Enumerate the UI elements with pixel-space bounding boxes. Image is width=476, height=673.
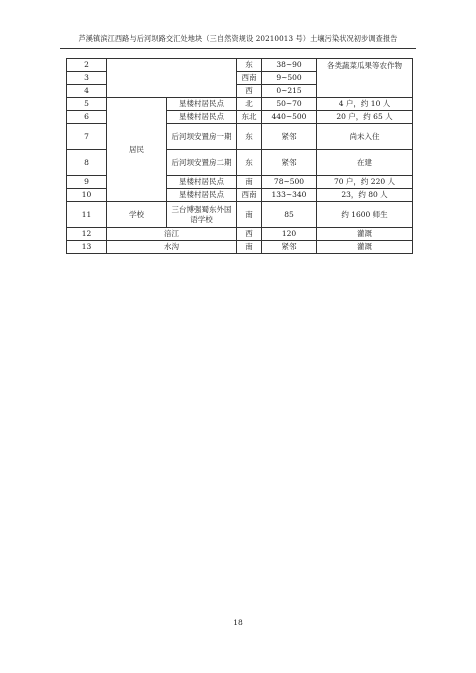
row-number: 7 bbox=[67, 124, 107, 150]
note-cell: 20 户，约 65 人 bbox=[317, 111, 413, 124]
distance-cell: 0~215 bbox=[262, 85, 317, 98]
category-cell-blank bbox=[107, 59, 237, 98]
distance-cell: 紧邻 bbox=[262, 150, 317, 176]
direction-cell: 西南 bbox=[237, 189, 262, 202]
row-number: 2 bbox=[67, 59, 107, 72]
direction-cell: 东 bbox=[237, 59, 262, 72]
distance-cell: 38~90 bbox=[262, 59, 317, 72]
note-cell: 23，约 80 人 bbox=[317, 189, 413, 202]
row-number: 13 bbox=[67, 241, 107, 254]
direction-cell: 南 bbox=[237, 176, 262, 189]
direction-cell: 东 bbox=[237, 150, 262, 176]
name-cell: 三台博强蜀东外国语学校 bbox=[167, 202, 237, 228]
distance-cell: 133~340 bbox=[262, 189, 317, 202]
name-cell: 星楼村居民点 bbox=[167, 176, 237, 189]
row-number: 12 bbox=[67, 228, 107, 241]
table-row bbox=[67, 241, 413, 254]
direction-cell: 西 bbox=[237, 85, 262, 98]
distance-cell: 9~500 bbox=[262, 72, 317, 85]
note-cell: 灌溉 bbox=[317, 241, 413, 254]
row-number: 9 bbox=[67, 176, 107, 189]
name-cell: 涪江 bbox=[107, 228, 237, 241]
note-cell: 灌溉 bbox=[317, 228, 413, 241]
row-number: 8 bbox=[67, 150, 107, 176]
table-row bbox=[67, 202, 413, 228]
direction-cell: 西南 bbox=[237, 72, 262, 85]
distance-cell: 85 bbox=[262, 202, 317, 228]
direction-cell: 南 bbox=[237, 202, 262, 228]
direction-cell: 西 bbox=[237, 228, 262, 241]
header-divider bbox=[60, 48, 416, 49]
table-row bbox=[67, 59, 413, 72]
direction-cell: 北 bbox=[237, 98, 262, 111]
distance-cell: 440~500 bbox=[262, 111, 317, 124]
note-cell: 70 户，约 220 人 bbox=[317, 176, 413, 189]
row-number: 11 bbox=[67, 202, 107, 228]
page-header: 芦溪镇滨江西路与后河坝路交汇处地块（三自然资规设 20210013 号）土壤污染状况初步调查报告 bbox=[78, 34, 398, 43]
note-cell: 4 户，约 10 人 bbox=[317, 98, 413, 111]
direction-cell: 东 bbox=[237, 124, 262, 150]
note-cell: 约 1600 师生 bbox=[317, 202, 413, 228]
distance-cell: 紧邻 bbox=[262, 241, 317, 254]
name-cell: 水沟 bbox=[107, 241, 237, 254]
sensitive-receptors-table bbox=[66, 58, 413, 254]
row-number: 10 bbox=[67, 189, 107, 202]
direction-cell: 东北 bbox=[237, 111, 262, 124]
distance-cell: 78~500 bbox=[262, 176, 317, 189]
name-cell: 星楼村居民点 bbox=[167, 98, 237, 111]
note-cell: 在建 bbox=[317, 150, 413, 176]
distance-cell: 50~70 bbox=[262, 98, 317, 111]
distance-cell: 紧邻 bbox=[262, 124, 317, 150]
category-cell-school: 学校 bbox=[107, 202, 167, 228]
name-cell: 星楼村居民点 bbox=[167, 111, 237, 124]
row-number: 6 bbox=[67, 111, 107, 124]
name-cell: 星楼村居民点 bbox=[167, 189, 237, 202]
name-cell: 后河坝安置房一期 bbox=[167, 124, 237, 150]
direction-cell: 南 bbox=[237, 241, 262, 254]
row-number: 5 bbox=[67, 98, 107, 111]
table-row bbox=[67, 228, 413, 241]
row-number: 3 bbox=[67, 72, 107, 85]
name-cell: 后河坝安置房二期 bbox=[167, 150, 237, 176]
note-cell: 各类蔬菜瓜果等农作物 bbox=[317, 59, 413, 98]
page-number: 18 bbox=[233, 618, 243, 627]
distance-cell: 120 bbox=[262, 228, 317, 241]
note-cell: 尚未入住 bbox=[317, 124, 413, 150]
category-cell-residents: 居民 bbox=[107, 98, 167, 202]
table-row bbox=[67, 98, 413, 111]
row-number: 4 bbox=[67, 85, 107, 98]
